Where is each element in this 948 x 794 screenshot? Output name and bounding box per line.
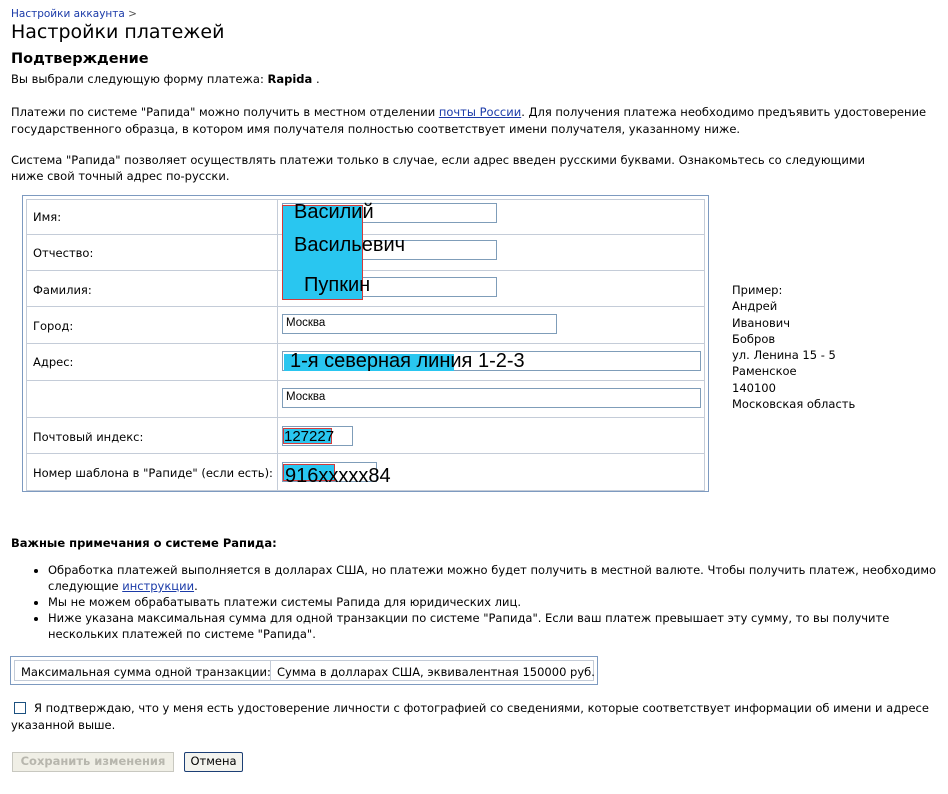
example-line: Андрей <box>732 299 778 314</box>
postal-code-value: 127227 <box>284 428 335 445</box>
paragraph1-line2: государственного образца, в котором имя получателя полностью соответствует имени получателя, указанному ниже. <box>11 122 741 136</box>
paragraph1-line1 <box>11 105 926 119</box>
instructions-link[interactable]: инструкции <box>122 579 195 593</box>
cancel-button[interactable]: Отмена <box>184 752 243 772</box>
address-example <box>732 282 855 412</box>
example-title: Пример: <box>732 283 783 297</box>
breadcrumb <box>11 8 137 20</box>
template-number-value: 916xxxxx84 <box>285 465 391 487</box>
breadcrumb-account-settings-link[interactable]: Настройки аккаунта <box>11 8 125 20</box>
confirm-text-line1: Я подтверждаю, что у меня есть удостоверение личности с фотографией со сведениями, которые соответствует информации об имени и адресе <box>34 701 929 715</box>
last-name-label: Фамилия: <box>33 283 92 297</box>
note-text: следующие <box>48 579 123 593</box>
example-line: ул. Ленина 15 - 5 <box>732 348 836 363</box>
note-item <box>48 562 948 594</box>
note-item <box>48 610 948 642</box>
last-name-value: Пупкин <box>304 274 371 296</box>
intro-text: Вы выбрали следующую форму платежа: <box>11 72 264 86</box>
form-row-postal-code <box>26 417 705 454</box>
form-label-cell <box>26 307 278 344</box>
form-label-cell <box>26 235 278 271</box>
note-text: . <box>194 579 198 593</box>
page-title: Настройки платежей <box>11 21 225 43</box>
example-line: Иванович <box>732 315 791 330</box>
address-value: 1-я северная линия 1-2-3 <box>290 350 525 372</box>
notes-list <box>28 562 948 642</box>
paragraph1-text-after: . Для получения платежа необходимо предъявить удостоверение <box>521 105 927 119</box>
confirm-checkbox[interactable] <box>14 702 26 714</box>
save-changes-button[interactable]: Сохранить изменения <box>12 752 174 772</box>
first-name-value: Василий <box>294 201 374 223</box>
note-text: Обработка платежей выполняется в долларах США, но платежи можно будет получить в местной валюте. Чтобы получить платеж, необходимо <box>48 563 937 577</box>
example-line: Раменское <box>732 364 797 379</box>
postal-code-label: Почтовый индекс: <box>33 430 144 444</box>
form-label-cell <box>26 381 278 418</box>
form-label-cell <box>26 344 278 381</box>
note-text: нескольких платежей по системе "Рапида". <box>48 627 316 641</box>
form-label-cell <box>26 418 278 454</box>
paragraph1-text: Платежи по системе "Рапида" можно получить в местном отделении <box>11 105 439 119</box>
address2-input[interactable]: Москва <box>282 388 701 408</box>
max-amount-value: Сумма в долларах США, эквивалентная 150000 руб. <box>270 660 594 681</box>
patronymic-label: Отчество: <box>33 246 94 260</box>
example-line: 140100 <box>732 380 776 395</box>
payment-method-intro <box>11 72 320 86</box>
first-name-label: Имя: <box>33 210 62 224</box>
section-title: Подтверждение <box>11 51 149 67</box>
note-item: • Мы не можем обрабатывать платежи системы Рапида для юридических лиц. <box>48 594 948 610</box>
note-text: Ниже указана максимальная сумма для одной транзакции по системе "Рапида". Если ваш платеж превышает эту сумму, то вы получите <box>48 611 890 625</box>
city-input[interactable]: Москва <box>282 314 557 334</box>
city-label: Город: <box>33 319 74 333</box>
example-line: Бобров <box>732 331 776 346</box>
notes-heading: Важные примечания о системе Рапида: <box>11 536 277 550</box>
confirm-text-line2: указанной выше. <box>11 718 116 732</box>
max-amount-table <box>10 656 598 685</box>
payment-method-name: Rapida <box>267 72 313 86</box>
form-label-cell <box>26 454 278 490</box>
template-number-label: Номер шаблона в "Рапиде" (если есть): <box>33 466 273 480</box>
intro-suffix: . <box>315 72 320 86</box>
max-amount-label: Максимальная сумма одной транзакции: <box>14 660 271 681</box>
address-label: Адрес: <box>33 355 74 369</box>
example-line: Московская область <box>732 397 856 412</box>
russian-post-link[interactable]: почты России <box>438 105 522 119</box>
paragraph2-line1: Система "Рапида" позволяет осуществлять платежи только в случае, если адрес введен русскими буквами. Ознакомьтесь со следующими <box>11 153 865 167</box>
breadcrumb-separator: > <box>128 8 137 20</box>
patronymic-value: Васильевич <box>294 234 406 256</box>
form-label-cell <box>26 271 278 307</box>
form-label-cell <box>26 200 278 235</box>
paragraph2-line2: ниже свой точный адрес по-русски. <box>11 169 230 183</box>
